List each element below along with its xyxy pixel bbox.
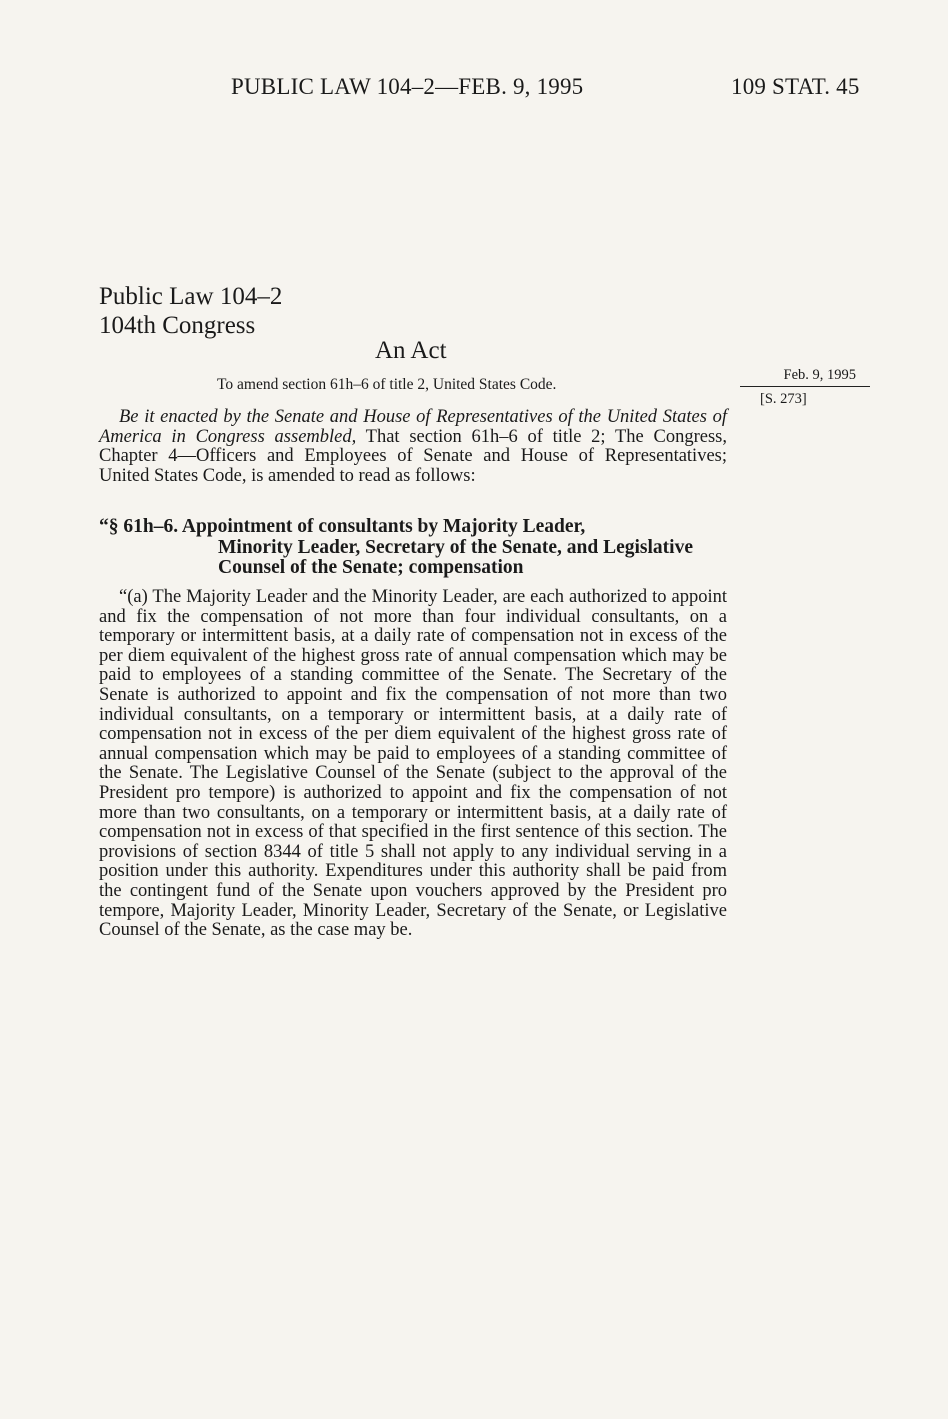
enactment-date: Feb. 9, 1995 xyxy=(783,367,856,383)
margin-rule xyxy=(740,386,870,387)
margin-note xyxy=(740,367,870,408)
enacting-clause xyxy=(99,408,727,486)
act-title: An Act xyxy=(375,337,447,364)
congress-label: 104th Congress xyxy=(99,312,256,339)
section-heading-first-line: “§ 61h–6. Appointment of consultants by Majority Leader, xyxy=(99,516,586,537)
bill-number: [S. 273] xyxy=(760,391,807,407)
page-citation: 109 STAT. 45 xyxy=(731,74,860,99)
running-head-left: PUBLIC LAW 104–2—FEB. 9, 1995 xyxy=(231,74,584,99)
act-purpose: To amend section 61h–6 of title 2, United States Code. xyxy=(217,376,557,393)
enacting-clause-italic: Be it enacted by the Senate and House of Representatives of the United States of America in Congress assembled, xyxy=(99,407,727,447)
subsection-a: “(a) The Majority Leader and the Minority Leader, are each authorized to appoint and fix the compensation of not more than four individual consultants, on a temporary or intermittent basis, at a daily rate of compensation not in excess of the per diem equivalent of the highest gross rate of annual compensation which may be paid to employees of a standing committee of the Senate. The Secretary of the Senate is authorized to appoint and fix the compensation of not more than two individual consultants, on a temporary or intermittent basis, at a daily rate of compensation not in excess of the per diem equivalent of the highest gross rate of annual compensation which may be paid to employees of a standing committee of the Senate. The Legislative Counsel of the Senate (subject to the approval of the President pro tempore) is authorized to appoint and fix the compensation of not more than two consultants, on a temporary or intermittent basis, at a daily rate of compensation not in excess of that specified in the first sentence of this section. The provisions of section 8344 of title 5 shall not apply to any individual serving in a position under this authority. Expenditures under this authority shall be paid from the contingent fund of the Senate upon vouchers approved by the President pro tempore, Majority Leader, Minority Leader, Secretary of the Senate, or Legislative Counsel of the Senate, as the case may be. xyxy=(99,587,727,941)
section-heading-continuation: Minority Leader, Secretary of the Senate, and Legislative Counsel of the Senate; compensation xyxy=(218,536,693,578)
public-law-number: Public Law 104–2 xyxy=(99,283,283,310)
enacting-clause-text: That section 61h–6 of title 2; The Congress, Chapter 4—Officers and Employees of Senate and House of Representatives; United States Code, is amended to read as follows: xyxy=(99,426,727,486)
section-heading xyxy=(99,517,727,579)
